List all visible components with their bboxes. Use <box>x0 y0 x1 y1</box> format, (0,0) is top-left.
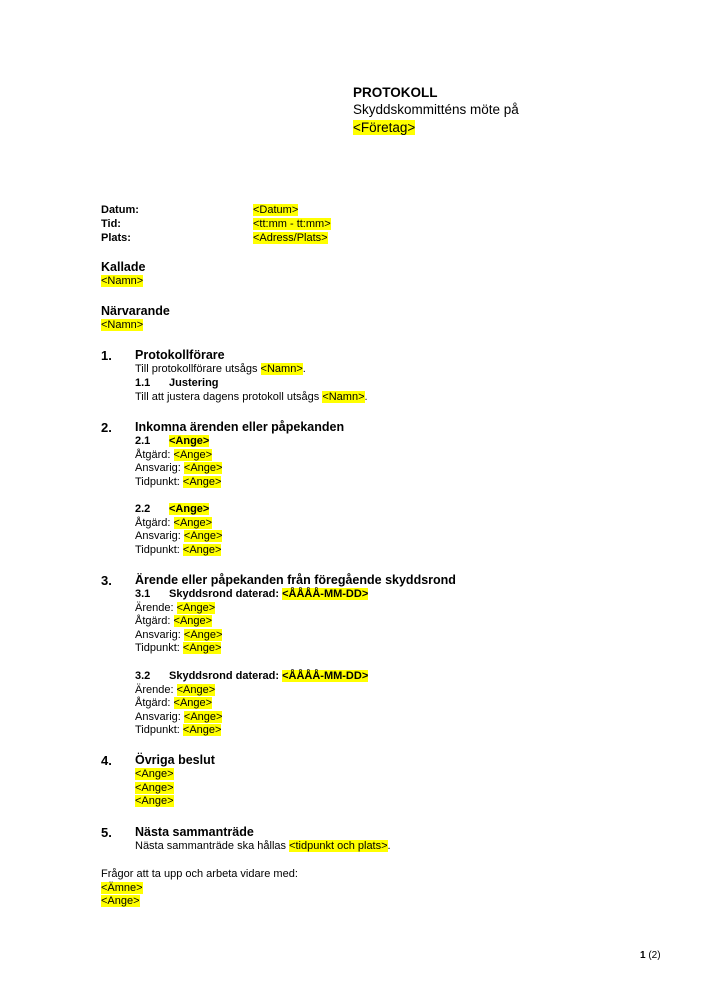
place-label: Plats: <box>101 232 131 244</box>
section-5-text: Nästa sammanträde ska hållas <tidpunkt och plats>. <box>135 840 391 852</box>
narvarande-name: <Namn> <box>101 319 144 331</box>
section-4-title: Övriga beslut <box>135 753 215 767</box>
section-5-value: <tidpunkt och plats> <box>289 840 388 852</box>
section-2-title: Inkomna ärenden eller påpekanden <box>135 420 345 434</box>
document-subtitle: Skyddskommitténs möte på <box>353 102 519 117</box>
page-number: 1 (2) <box>640 950 661 961</box>
section-4-number: 4. <box>101 753 112 768</box>
followup-block <box>101 868 298 909</box>
section-2-1: 2.1 <Ange> Åtgärd: <Ange> Ansvarig: <Ange> Tidpunkt: <Ange> <box>135 435 223 488</box>
time-value: <tt:mm - tt:mm> <box>253 218 331 230</box>
section-1-1-text: Till att justera dagens protokoll utsågs <Namn>. <box>135 391 368 403</box>
followup-subject: <Ämne> <box>101 881 143 894</box>
section-2-number: 2. <box>101 420 112 435</box>
section-1-text: Till protokollförare utsågs <Namn>. <box>135 363 306 375</box>
time-label: Tid: <box>101 218 121 230</box>
section-1-title: Protokollförare <box>135 348 225 362</box>
date-label: Datum: <box>101 204 139 216</box>
document-title: PROTOKOLL <box>353 85 438 100</box>
section-1-1-heading: 1.1 Justering <box>135 377 219 389</box>
section-3-title: Ärende eller påpekanden från föregående skyddsrond <box>135 573 456 587</box>
date-value: <Datum> <box>253 204 299 216</box>
company-placeholder: <Företag> <box>353 120 416 135</box>
section-2-2: 2.2 <Ange> Åtgärd: <Ange> Ansvarig: <Ange> Tidpunkt: <Ange> <box>135 503 223 556</box>
place-value: <Adress/Plats> <box>253 232 328 244</box>
section-1-1-name: <Namn> <box>322 391 365 403</box>
narvarande-heading: Närvarande <box>101 304 170 318</box>
kallade-heading: Kallade <box>101 260 146 274</box>
section-3-2: 3.2 Skyddsrond daterad: <ÅÅÅÅ-MM-DD> Ärende: <Ange> Åtgärd: <Ange> Ansvarig: <Ange> Tidpunkt: <Ange> <box>135 670 369 737</box>
kallade-name: <Namn> <box>101 275 144 287</box>
followup-text: Frågor att ta upp och arbeta vidare med: <box>101 868 298 880</box>
section-1-name: <Namn> <box>260 363 303 375</box>
section-1-number: 1. <box>101 348 112 363</box>
section-4-lines: <Ange> <Ange> <Ange> <box>135 768 174 808</box>
section-5-title: Nästa sammanträde <box>135 825 254 839</box>
section-5-number: 5. <box>101 825 112 840</box>
section-3-1: 3.1 Skyddsrond daterad: <ÅÅÅÅ-MM-DD> Ärende: <Ange> Åtgärd: <Ange> Ansvarig: <Ange> Tidpunkt: <Ange> <box>135 588 369 655</box>
followup-value: <Ange> <box>101 895 140 908</box>
section-3-number: 3. <box>101 573 112 588</box>
